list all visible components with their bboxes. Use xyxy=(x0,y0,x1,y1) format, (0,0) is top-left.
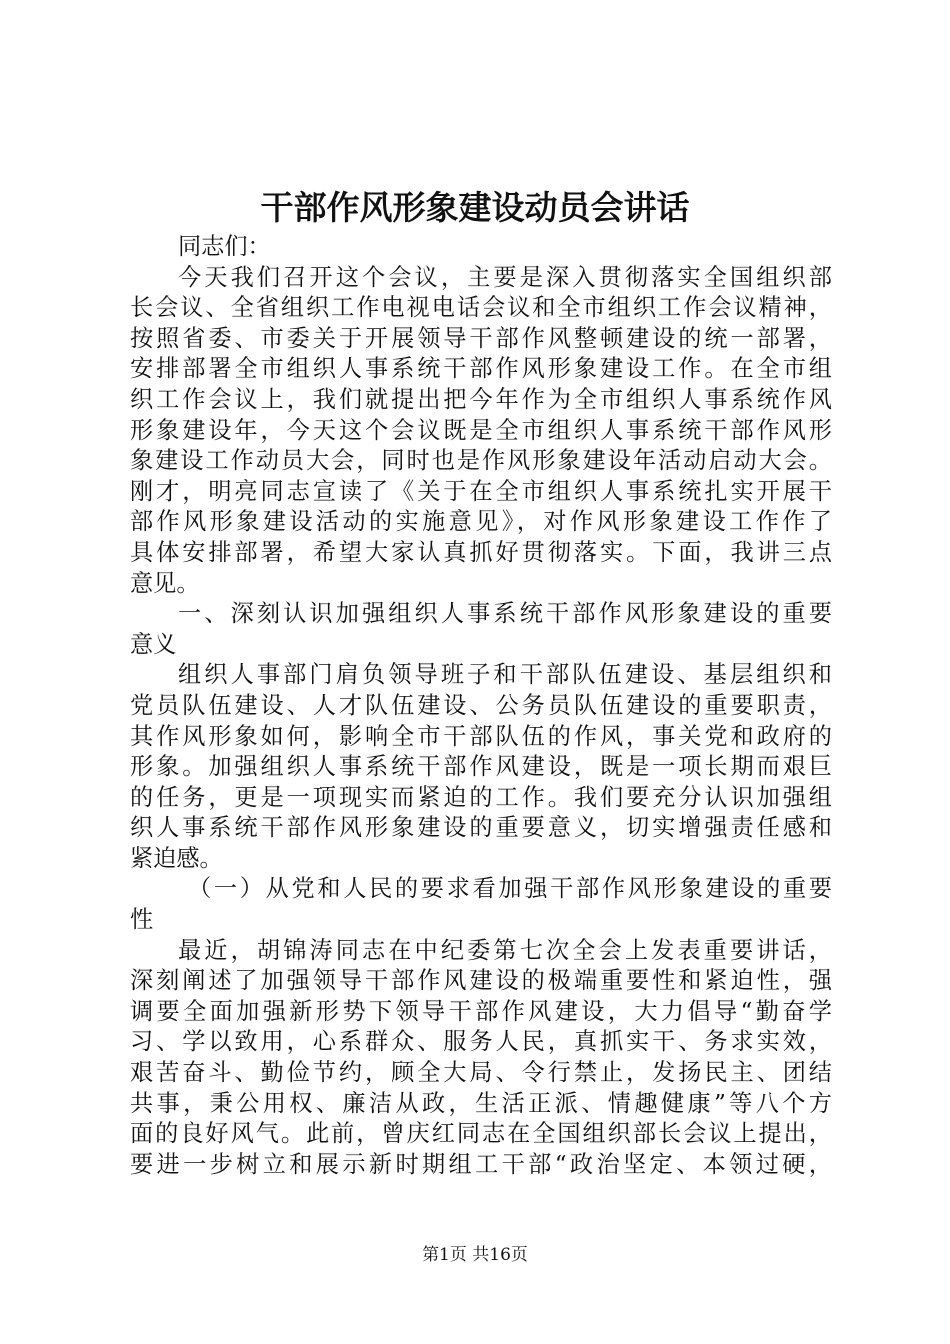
body-line: 形象建设年，今天这个会议既是全市组织人事系统干部作风形 xyxy=(130,416,832,444)
body-line: 要进一步树立和展示新时期组工干部“政治坚定、本领过硬， xyxy=(130,1150,832,1178)
body-line: 同志们： xyxy=(178,233,271,260)
document-body xyxy=(130,232,832,1180)
document-title: 干部作风形象建设动员会讲话 xyxy=(260,188,690,227)
body-line: 织工作会议上，我们就提出把今年作为全市组织人事系统作风 xyxy=(130,385,832,413)
page-footer: 第1页 共16页 xyxy=(422,1245,528,1265)
body-line: 共事，秉公用权、廉洁从政，生活正派、情趣健康”等八个方 xyxy=(130,1089,832,1117)
body-line: 组织人事部门肩负领导班子和干部队伍建设、基层组织和 xyxy=(178,661,832,689)
body-line: 最近，胡锦涛同志在中纪委第七次全会上发表重要讲话， xyxy=(178,936,832,964)
body-line: 今天我们召开这个会议，主要是深入贯彻落实全国组织部 xyxy=(178,263,832,291)
body-line: 调要全面加强新形势下领导干部作风建设，大力倡导“勤奋学 xyxy=(130,997,832,1025)
body-line: 面的良好风气。此前，曾庆红同志在全国组织部长会议上提出， xyxy=(130,1120,832,1148)
body-line: 其作风形象如何，影响全市干部队伍的作风，事关党和政府的 xyxy=(130,722,832,750)
body-line: 具体安排部署，希望大家认真抓好贯彻落实。下面，我讲三点 xyxy=(130,538,832,566)
body-line: （一）从党和人民的要求看加强干部作风形象建设的重要 xyxy=(188,875,832,903)
body-line: 形象。加强组织人事系统干部作风建设，既是一项长期而艰巨 xyxy=(130,753,832,781)
body-line: 艰苦奋斗、勤俭节约，顾全大局、令行禁止，发扬民主、团结 xyxy=(130,1059,832,1087)
body-line: 长会议、全省组织工作电视电话会议和全市组织工作会议精神， xyxy=(130,294,832,322)
body-line: 一、深刻认识加强组织人事系统干部作风形象建设的重要 xyxy=(178,600,832,628)
body-line: 意见。 xyxy=(130,569,200,597)
body-line: 习、学以致用，心系群众、服务人民，真抓实干、务求实效， xyxy=(130,1028,832,1056)
body-line: 党员队伍建设、人才队伍建设、公务员队伍建设的重要职责， xyxy=(130,691,832,719)
body-line: 按照省委、市委关于开展领导干部作风整顿建设的统一部署， xyxy=(130,324,832,352)
body-line: 意义 xyxy=(130,630,177,658)
body-line: 刚才，明亮同志宣读了《关于在全市组织人事系统扎实开展干 xyxy=(130,477,832,505)
body-line: 象建设工作动员大会，同时也是作风形象建设年活动启动大会。 xyxy=(130,447,832,475)
body-line: 深刻阐述了加强领导干部作风建设的极端重要性和紧迫性，强 xyxy=(130,967,832,995)
body-line: 部作风形象建设活动的实施意见》，对作风形象建设工作作了 xyxy=(130,508,832,536)
body-line: 性 xyxy=(130,906,154,934)
body-line: 的任务，更是一项现实而紧迫的工作。我们要充分认识加强组 xyxy=(130,783,832,811)
body-line: 紧迫感。 xyxy=(130,844,223,872)
body-line: 安排部署全市组织人事系统干部作风形象建设工作。在全市组 xyxy=(130,355,832,383)
body-line: 织人事系统干部作风形象建设的重要意义，切实增强责任感和 xyxy=(130,814,832,842)
